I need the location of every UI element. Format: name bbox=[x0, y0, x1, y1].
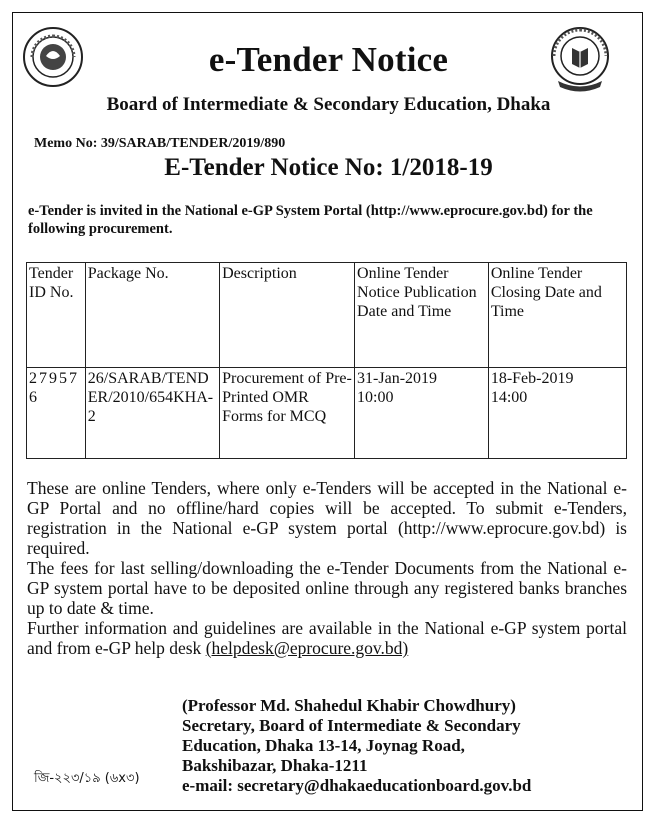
signatory-name: (Professor Md. Shahedul Khabir Chowdhury) bbox=[182, 696, 516, 715]
header-publication: Online Tender Notice Publication Date and Time bbox=[355, 263, 489, 368]
header-closing: Online Tender Closing Date and Time bbox=[488, 263, 626, 368]
header-tender-id: Tender ID No. bbox=[27, 263, 86, 368]
further-info-text: Further information and guidelines are available in the National e-GP system portal and from e-GP help desk bbox=[27, 618, 627, 658]
signatory-title-line-1: Secretary, Board of Intermediate & Secondary bbox=[182, 716, 521, 735]
table-header-row bbox=[27, 263, 627, 368]
signatory-address: Bakshibazar, Dhaka-1211 bbox=[182, 756, 368, 775]
publication-time: 10:00 bbox=[357, 389, 394, 406]
notice-title: e-Tender Notice bbox=[208, 40, 449, 79]
signature-block bbox=[182, 696, 531, 796]
cell-tender-id: 279576 bbox=[27, 368, 86, 459]
paragraph-fees: The fees for last selling/downloading the e-Tender Documents from the National e-GP system portal have to be deposited online through any registered banks branches up to date & time. bbox=[27, 558, 627, 618]
notice-number: E-Tender Notice No: 1/2018-19 bbox=[164, 154, 493, 181]
tender-table bbox=[26, 262, 627, 459]
header-package-no: Package No. bbox=[85, 263, 219, 368]
paragraph-further-info bbox=[27, 618, 627, 658]
cell-closing bbox=[488, 368, 626, 459]
table-row bbox=[27, 368, 627, 459]
cell-publication bbox=[355, 368, 489, 459]
cell-package-no: 26/SARAB/TENDER/2010/654KHA-2 bbox=[85, 368, 219, 459]
notice-body bbox=[27, 478, 627, 658]
memo-number: Memo No: 39/SARAB/TENDER/2019/890 bbox=[34, 136, 286, 151]
closing-time: 14:00 bbox=[490, 389, 528, 406]
cell-description: Procurement of Pre- Printed OMR Forms for MCQ bbox=[220, 368, 355, 459]
intro-text: e-Tender is invited in the National e-GP System Portal (http://www.eprocure.gov.bd) for the following procurement. bbox=[28, 203, 593, 237]
paragraph-online-tenders: These are online Tenders, where only e-Tenders will be accepted in the National e-GP Portal and no offline/hard copies will be accepted. To submit e-Tenders, registration in the National e-GP system portal (http://www.eprocure.gov.bd) is required. bbox=[27, 478, 627, 558]
helpdesk-email-link[interactable]: (helpdesk@eprocure.gov.bd) bbox=[205, 638, 409, 658]
reference-code: জি-২২৩/১৯ (৬x৩) bbox=[34, 771, 140, 786]
closing-date: 18-Feb-2019 bbox=[490, 370, 574, 387]
header-description: Description bbox=[220, 263, 355, 368]
publication-date: 31-Jan-2019 bbox=[357, 370, 438, 387]
organization-name: Board of Intermediate & Secondary Education, Dhaka bbox=[106, 94, 551, 115]
signatory-title-line-2: Education, Dhaka 13-14, Joynag Road, bbox=[182, 736, 465, 755]
signatory-email[interactable]: e-mail: secretary@dhakaeducationboard.gov.bd bbox=[182, 776, 532, 795]
